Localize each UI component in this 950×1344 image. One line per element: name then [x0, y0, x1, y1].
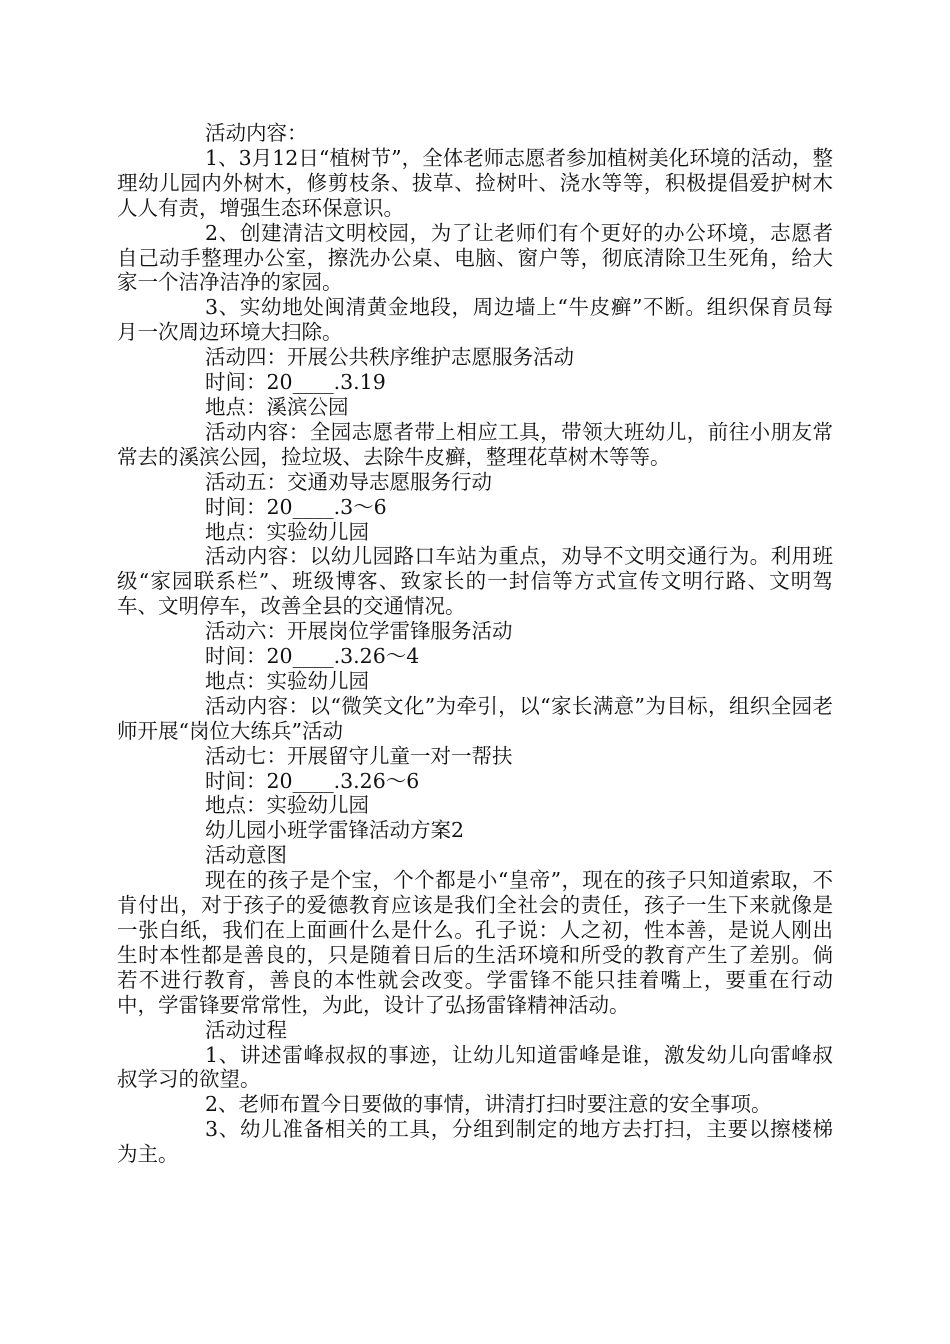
paragraph: 1、讲述雷峰叔叔的事迹，让幼儿知道雷峰是谁，激发幼儿向雷峰叔叔学习的欲望。	[117, 1042, 833, 1092]
paragraph: 时间：20____.3.26～4	[205, 644, 420, 669]
paragraph: 现在的孩子是个宝，个个都是小“皇帝”，现在的孩子只知道索取，不肯付出，对于孩子的爱德教育应该是我们全社会的责任，孩子一生下来就像是一张白纸，我们在上面画什么是什么。孔子说：人之初，性本善，是说人刚出生时本性都是善良的，只是随着日后的生活环境和所受的教育产生了差别。倘若不进行教育，善良的本性就会改变。学雷锋不能只挂着嘴上，要重在行动中，学雷锋要常常性，为此，设计了弘扬雷锋精神活动。	[117, 868, 833, 1017]
paragraph: 2、老师布置今日要做的事情，讲清打扫时要注意的安全事项。	[205, 1092, 772, 1117]
section-heading: 幼儿园小班学雷锋活动方案2	[205, 818, 465, 843]
paragraph: 1、3月12日“植树节”，全体老师志愿者参加植树美化环境的活动，整理幼儿园内外树木，修剪枝条、拔草、捡树叶、浇水等等，积极提倡爱护树木人人有责，增强生态环保意识。	[117, 145, 833, 220]
paragraph: 活动内容：以幼儿园路口车站为重点，劝导不文明交通行为。利用班级“家园联系栏”、班级博客、致家长的一封信等方式宣传文明行路、文明驾车、文明停车，改善全县的交通情况。	[117, 544, 833, 619]
paragraph: 活动七：开展留守儿童一对一帮扶	[205, 743, 513, 768]
paragraph: 活动六：开展岗位学雷锋服务活动	[205, 619, 513, 644]
paragraph: 活动内容：以“微笑文化”为牵引，以“家长满意”为目标，组织全园老师开展“岗位大练兵”活动	[117, 693, 833, 743]
paragraph: 2、创建清洁文明校园，为了让老师们有个更好的办公环境，志愿者自己动手整理办公室，擦洗办公桌、电脑、窗户等，彻底清除卫生死角，给大家一个洁净洁净的家园。	[117, 220, 833, 295]
paragraph: 时间：20____.3.26～6	[205, 768, 420, 793]
paragraph: 地点：实验幼儿园	[205, 519, 369, 544]
paragraph: 地点：溪滨公园	[205, 394, 349, 419]
paragraph: 活动内容：全园志愿者带上相应工具，带领大班幼儿，前往小朋友常常去的溪滨公园，捡垃圾、去除牛皮癣，整理花草树木等等。	[117, 419, 833, 469]
paragraph: 时间：20____.3～6	[205, 494, 387, 519]
paragraph: 活动意图	[205, 843, 287, 868]
paragraph: 3、实幼地处闽清黄金地段，周边墙上“牛皮癣”不断。组织保育员每月一次周边环境大扫除。	[117, 295, 833, 345]
paragraph: 活动内容：	[205, 121, 308, 145]
paragraph: 活动五：交通劝导志愿服务行动	[205, 469, 492, 494]
paragraph: 时间：20____.3.19	[205, 370, 386, 395]
paragraph: 地点：实验幼儿园	[205, 668, 369, 693]
paragraph: 活动四：开展公共秩序维护志愿服务活动	[205, 345, 574, 370]
paragraph: 地点：实验幼儿园	[205, 793, 369, 818]
document-body	[117, 121, 833, 1167]
paragraph: 活动过程	[205, 1017, 287, 1042]
paragraph: 3、幼儿准备相关的工具，分组到制定的地方去打扫，主要以擦楼梯为主。	[117, 1117, 833, 1167]
